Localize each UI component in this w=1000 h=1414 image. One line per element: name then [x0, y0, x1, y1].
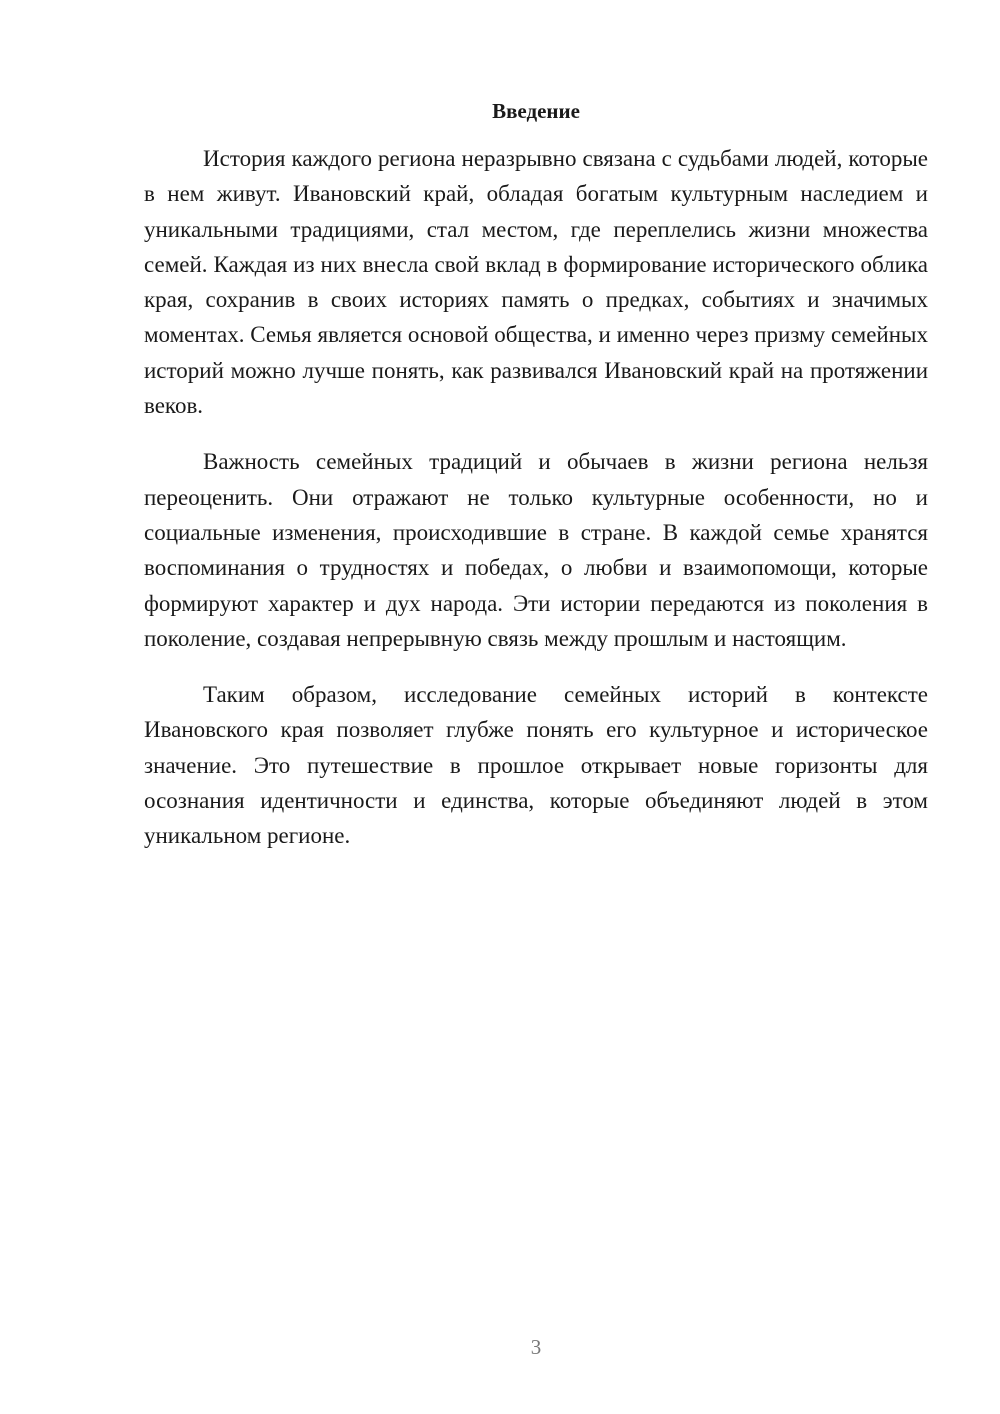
page-number: 3: [530, 1335, 542, 1359]
paragraph: Важность семейных традиций и обычаев в жизни региона нельзя переоценить. Они отражают не только культурные особенности, но и социальные изменения, происходившие в стране. В каждой семье хранятся воспоминания о трудностях и победах, о любви и взаимопомощи, которые формируют характер и дух народа. Эти истории передаются из поколения в поколение, создавая непрерывную связь между прошлым и настоящим.: [144, 449, 928, 651]
paragraph: Таким образом, исследование семейных историй в контексте Ивановского края позволяет глубже понять его культурное и историческое значение. Это путешествие в прошлое открывает новые горизонты для осознания идентичности и единства, которые объединяют людей в этом уникальном регионе.: [144, 682, 928, 849]
body-text: [144, 141, 928, 875]
paragraph: История каждого региона неразрывно связана с судьбами людей, которые в нем живут. Ивановский край, обладая богатым культурным наследием и уникальными традициями, стал местом, где переплелись жизни множества семей. Каждая из них внесла свой вклад в формирование исторического облика края, сохранив в своих историях память о предках, событиях и значимых моментах. Семья является основой общества, и именно через призму семейных историй можно лучше понять, как развивался Ивановский край на протяжении веков.: [144, 146, 928, 419]
section-heading: Введение: [492, 99, 580, 123]
